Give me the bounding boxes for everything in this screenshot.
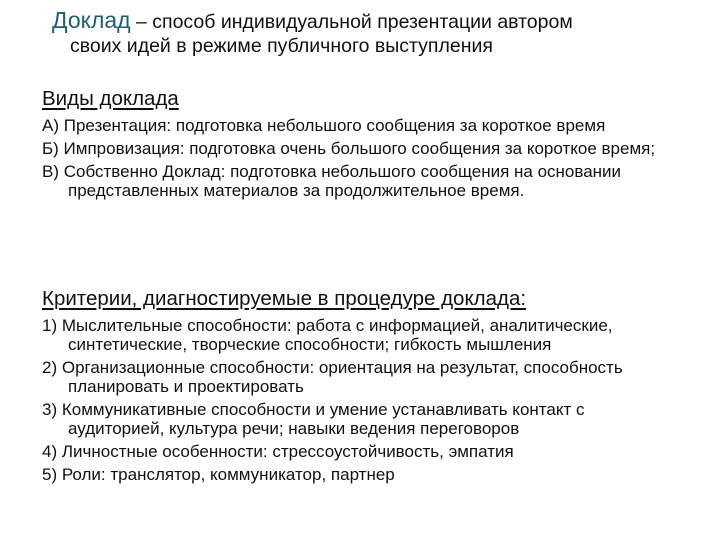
definition-text-line1: – способ индивидуальной презентации автором — [130, 11, 573, 33]
list-item — [42, 400, 682, 438]
list-item — [42, 442, 682, 461]
criteria-section — [42, 286, 682, 488]
list-item-text: Организационные способности: ориентация на результат, способность планировать и проектировать — [61, 358, 623, 396]
list-item-marker: 2) — [42, 358, 62, 377]
list-item — [42, 139, 682, 158]
list-item-marker: Б) — [42, 139, 64, 158]
list-item-marker: 3) — [42, 400, 62, 419]
list-item — [42, 316, 682, 354]
list-item — [42, 358, 682, 396]
list-item-text: Презентация: подготовка небольшого сообщения за короткое время — [63, 116, 606, 135]
list-item-text: Мыслительные способности: работа с информацией, аналитические, синтетические, творческие способности; гибкость мышления — [61, 316, 613, 354]
definition-text-line2: своих идей в режиме публичного выступления — [70, 35, 493, 57]
definition-term: Доклад — [52, 7, 131, 33]
list-item-text: Собственно Доклад: подготовка небольшого сообщения на основании представленных материалов за продолжительное время. — [63, 162, 622, 200]
list-item-marker: В) — [42, 162, 64, 181]
list-item-text: Личностные особенности: стрессоустойчивость, эмпатия — [61, 442, 514, 461]
list-item-marker: А) — [42, 116, 64, 135]
list-item — [42, 465, 682, 484]
list-item — [42, 162, 682, 200]
definition-paragraph — [52, 8, 692, 58]
types-section — [42, 86, 682, 204]
list-item-marker: 4) — [42, 442, 62, 461]
list-item-text: Импровизация: подготовка очень большого сообщения за короткое время; — [63, 139, 656, 158]
list-item-marker: 5) — [42, 465, 62, 484]
criteria-title: Критерии, диагностируемые в процедуре доклада: — [42, 287, 527, 310]
list-item-text: Роли: транслятор, коммуникатор, партнер — [61, 465, 395, 484]
types-title: Виды доклада — [42, 87, 179, 110]
list-item — [42, 116, 682, 135]
list-item-marker: 1) — [42, 316, 62, 335]
list-item-text: Коммуникативные способности и умение устанавливать контакт с аудиторией, культура речи; навыки ведения переговоров — [61, 400, 585, 438]
